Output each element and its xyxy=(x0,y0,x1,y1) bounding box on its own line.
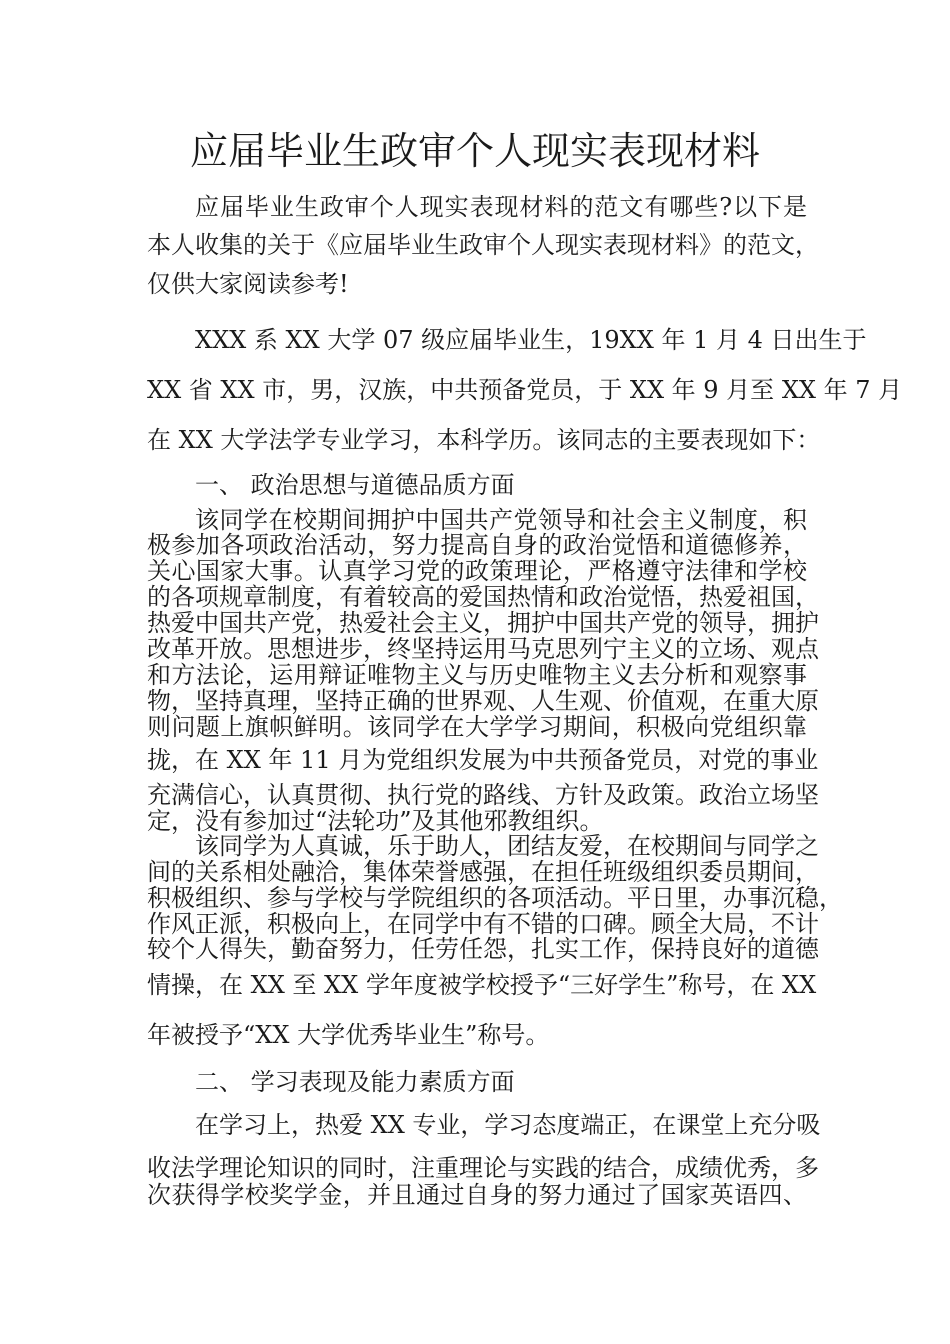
text-line: 定，没有参加过“法轮功”及其他邪教组织。 xyxy=(147,807,604,835)
text-line: 的各项规章制度，有着较高的爱国热情和政治觉悟，热爱祖国， xyxy=(147,583,819,611)
text-line: 则问题上旗帜鲜明。该同学在大学学习期间，积极向党组织靠 xyxy=(147,713,807,741)
text-line: 拢，在 XX 年 11 月为党组织发展为中共预备党员，对党的事业 xyxy=(147,746,819,774)
text-line: 改革开放。思想进步，终坚持运用马克思列宁主义的立场、观点 xyxy=(147,635,819,663)
text-line: 情操，在 XX 至 XX 学年度被学校授予“三好学生”称号，在 XX xyxy=(147,971,817,999)
text-line: 较个人得失，勤奋努力，任劳任怨，扎实工作，保持良好的道德 xyxy=(147,935,819,963)
text-line: 年被授予“XX 大学优秀毕业生”称号。 xyxy=(147,1021,550,1049)
section-heading: 一、 政治思想与道德品质方面 xyxy=(195,471,515,499)
text-line: 热爱中国共产党，热爱社会主义，拥护中国共产党的领导，拥护 xyxy=(147,609,819,637)
text-line: 收法学理论知识的同时，注重理论与实践的结合，成绩优秀，多 xyxy=(147,1154,819,1182)
text-line: 物，坚持真理，坚持正确的世界观、人生观、价值观，在重大原 xyxy=(147,687,819,715)
text-line: 仅供大家阅读参考! xyxy=(147,270,349,298)
text-line: 应届毕业生政审个人现实表现材料的范文有哪些?以下是 xyxy=(195,193,807,221)
text-line: 本人收集的关于《应届毕业生政审个人现实表现材料》的范文， xyxy=(147,231,819,259)
text-line: 在学习上，热爱 XX 专业，学习态度端正，在课堂上充分吸 xyxy=(195,1111,821,1139)
text-line: 该同学为人真诚，乐于助人，团结友爱，在校期间与同学之 xyxy=(195,832,819,860)
text-line: XX 省 XX 市，男，汉族，中共预备党员，于 XX 年 9 月至 XX 年 7 月 xyxy=(147,376,903,404)
text-line: 关心国家大事。认真学习党的政策理论，严格遵守法律和学校 xyxy=(147,557,807,585)
text-line: 次获得学校奖学金，并且通过自身的努力通过了国家英语四、 xyxy=(147,1181,807,1209)
text-line: 和方法论，运用辩证唯物主义与历史唯物主义去分析和观察事 xyxy=(147,661,807,689)
text-line: 该同学在校期间拥护中国共产党领导和社会主义制度，积 xyxy=(195,506,807,534)
text-line: 充满信心，认真贯彻、执行党的路线、方针及政策。政治立场坚 xyxy=(147,781,819,809)
document-title: 应届毕业生政审个人现实表现材料 xyxy=(189,129,760,173)
section-heading: 二、 学习表现及能力素质方面 xyxy=(195,1068,515,1096)
text-line: 积极组织、参与学校与学院组织的各项活动。平日里，办事沉稳， xyxy=(147,884,843,912)
text-line: 极参加各项政治活动，努力提高自身的政治觉悟和道德修养， xyxy=(147,531,807,559)
text-line: 在 XX 大学法学专业学习，本科学历。该同志的主要表现如下： xyxy=(147,426,821,454)
text-line: 间的关系相处融洽，集体荣誉感强，在担任班级组织委员期间， xyxy=(147,858,819,886)
text-line: 作风正派，积极向上，在同学中有不错的口碑。顾全大局，不计 xyxy=(147,910,819,938)
text-line: XXX 系 XX 大学 07 级应届毕业生，19XX 年 1 月 4 日出生于 xyxy=(195,326,867,354)
